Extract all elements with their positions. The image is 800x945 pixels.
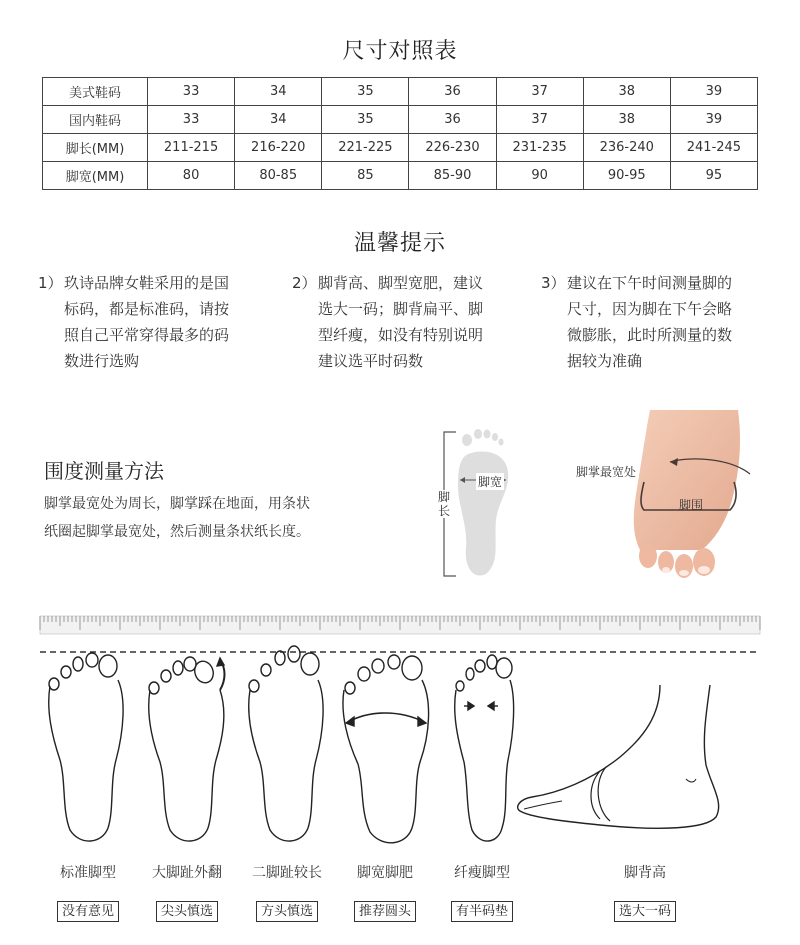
foot-type-name: 脚背高 [624,865,666,881]
size-cell: 34 [235,106,322,134]
high-instep-drawing [510,685,750,845]
size-cell: 90 [496,162,583,190]
size-cell: 80 [148,162,235,190]
foot-type-advice-wrap [432,900,532,919]
bunion-foot-outline [149,657,225,841]
foot-type-advice-tag: 没有意见 [57,901,119,922]
size-cell: 216-220 [235,134,322,162]
size-cell: 236-240 [583,134,670,162]
size-cell: 38 [583,106,670,134]
tip-number: 2） [292,274,317,292]
measure-title: 围度测量方法 [44,459,164,483]
size-chart-table [42,77,758,190]
size-chart-title: 尺寸对照表 [342,39,458,64]
size-row [43,106,758,134]
foot-type-advice-wrap [595,900,695,919]
size-row-label: 国内鞋码 [43,106,148,134]
size-cell: 95 [670,162,757,190]
size-row [43,162,758,190]
length-label: 脚长 [437,490,450,518]
size-cell: 37 [496,78,583,106]
ball-label: 脚掌最宽处 [576,465,637,479]
tip-line: 数进行选购 [64,352,140,370]
foot-type-advice-wrap [38,900,138,919]
size-cell: 36 [409,78,496,106]
size-cell: 39 [670,78,757,106]
size-row-label: 脚宽(MM) [43,162,148,190]
foot-type-advice-tag: 选大一码 [614,901,676,922]
foot-type-advice-tag: 推荐圆头 [354,901,416,922]
width-label: 脚宽 [478,475,503,489]
tip-line: 微膨胀，此时所测量的数 [567,326,733,344]
tip-line: 尺寸，因为脚在下午会略 [567,300,733,318]
tips-title: 温馨提示 [353,231,446,256]
tip-line: 选大一码；脚背扁平、脚 [318,300,484,318]
foot-types-drawings [40,650,540,850]
foot-type-advice-tag: 尖头慎选 [156,901,218,922]
foot-type-name: 二脚趾较长 [252,865,322,881]
size-cell: 34 [235,78,322,106]
wide-foot-outline [343,655,429,843]
foot-girth-photo [600,410,750,580]
size-row-label: 脚长(MM) [43,134,148,162]
size-cell: 33 [148,106,235,134]
tip-line: 标码，都是标准码，请按 [64,300,230,318]
long-second-toe-outline [249,646,323,841]
tip-line: 照自己平常穿得最多的码 [64,326,230,344]
foot-type-name: 大脚趾外翻 [152,865,222,881]
size-cell: 85-90 [409,162,496,190]
measure-text-line-1: 脚掌最宽处为周长，脚掌踩在地面，用条状 [44,496,310,512]
tip-line: 据较为准确 [567,352,643,370]
foot-type-name: 纤瘦脚型 [454,865,510,881]
standard-foot-outline [49,653,123,841]
size-cell: 85 [322,162,409,190]
size-cell: 39 [670,106,757,134]
girth-label: 脚围 [679,498,704,512]
size-cell: 90-95 [583,162,670,190]
foot-type-advice-tag: 方头慎选 [256,901,318,922]
tip-item [292,270,532,380]
size-cell: 38 [583,78,670,106]
tip-line: 玖诗品牌女鞋采用的是国 [64,274,230,292]
size-cell: 80-85 [235,162,322,190]
size-cell: 226-230 [409,134,496,162]
size-row [43,78,758,106]
size-cell: 33 [148,78,235,106]
measure-text-line-2: 纸圈起脚掌最宽处，然后测量条状纸长度。 [44,524,310,540]
size-cell: 35 [322,78,409,106]
tip-item [38,270,278,380]
size-cell: 36 [409,106,496,134]
tip-number: 1） [38,274,63,292]
tip-line: 建议在下午时间测量脚的 [567,274,733,292]
size-cell: 35 [322,106,409,134]
size-cell: 241-245 [670,134,757,162]
size-cell: 37 [496,106,583,134]
foot-type-advice-wrap [335,900,435,919]
tip-line: 脚背高、脚型宽肥，建议 [318,274,484,292]
tip-line: 型纤瘦，如没有特别说明 [318,326,484,344]
size-row [43,134,758,162]
size-row-label: 美式鞋码 [43,78,148,106]
foot-type-advice-wrap [237,900,337,919]
tip-line: 建议选平时码数 [318,352,424,370]
foot-type-advice-wrap [137,900,237,919]
slim-foot-outline [455,655,514,841]
foot-type-name: 标准脚型 [60,865,116,881]
tip-number: 3） [541,274,566,292]
size-cell: 231-235 [496,134,583,162]
size-cell: 221-225 [322,134,409,162]
size-cell: 211-215 [148,134,235,162]
foot-type-advice-tag: 有半码垫 [451,901,513,922]
tip-item [541,270,781,380]
foot-type-name: 脚宽脚肥 [357,865,413,881]
